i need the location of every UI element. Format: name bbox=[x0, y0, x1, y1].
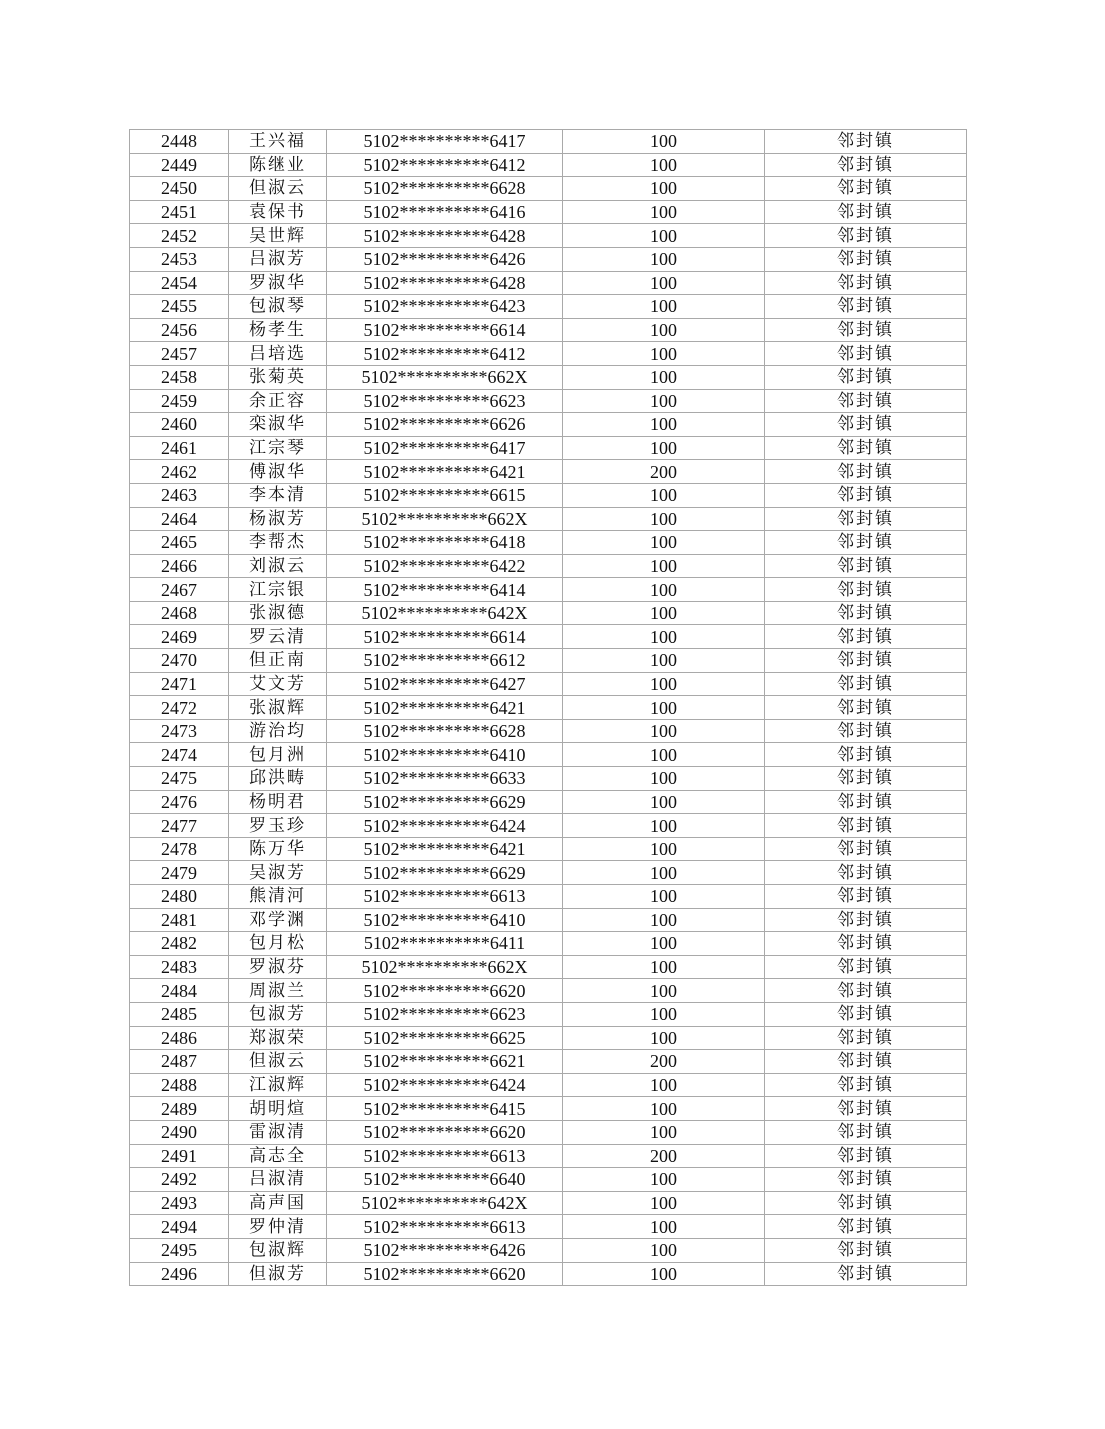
town-cell: 邻封镇 bbox=[765, 1168, 967, 1192]
table-row bbox=[130, 200, 967, 224]
id-number-cell: 5102**********662X bbox=[327, 955, 563, 979]
table-row bbox=[130, 908, 967, 932]
name-cell: 但淑云 bbox=[229, 1050, 327, 1074]
id-number-cell: 5102**********6640 bbox=[327, 1168, 563, 1192]
table-row bbox=[130, 955, 967, 979]
id-number-cell: 5102**********6421 bbox=[327, 460, 563, 484]
amount-cell: 100 bbox=[563, 578, 765, 602]
town-cell: 邻封镇 bbox=[765, 153, 967, 177]
town-cell: 邻封镇 bbox=[765, 531, 967, 555]
town-cell: 邻封镇 bbox=[765, 790, 967, 814]
town-cell: 邻封镇 bbox=[765, 837, 967, 861]
town-cell: 邻封镇 bbox=[765, 507, 967, 531]
serial-number-cell: 2455 bbox=[130, 295, 229, 319]
name-cell: 刘淑云 bbox=[229, 554, 327, 578]
name-cell: 罗云清 bbox=[229, 625, 327, 649]
town-cell: 邻封镇 bbox=[765, 979, 967, 1003]
amount-cell: 100 bbox=[563, 649, 765, 673]
id-number-cell: 5102**********662X bbox=[327, 365, 563, 389]
amount-cell: 100 bbox=[563, 224, 765, 248]
id-number-cell: 5102**********6620 bbox=[327, 1120, 563, 1144]
table-row bbox=[130, 130, 967, 154]
id-number-cell: 5102**********6621 bbox=[327, 1050, 563, 1074]
name-cell: 陈继业 bbox=[229, 153, 327, 177]
amount-cell: 100 bbox=[563, 601, 765, 625]
name-cell: 李本清 bbox=[229, 483, 327, 507]
serial-number-cell: 2490 bbox=[130, 1120, 229, 1144]
amount-cell: 100 bbox=[563, 1073, 765, 1097]
town-cell: 邻封镇 bbox=[765, 1262, 967, 1286]
id-number-cell: 5102**********6623 bbox=[327, 1002, 563, 1026]
table-row bbox=[130, 1002, 967, 1026]
id-number-cell: 5102**********6629 bbox=[327, 861, 563, 885]
serial-number-cell: 2489 bbox=[130, 1097, 229, 1121]
id-number-cell: 5102**********6628 bbox=[327, 719, 563, 743]
id-number-cell: 5102**********6613 bbox=[327, 885, 563, 909]
table-row bbox=[130, 696, 967, 720]
name-cell: 罗淑芬 bbox=[229, 955, 327, 979]
serial-number-cell: 2483 bbox=[130, 955, 229, 979]
id-number-cell: 5102**********6620 bbox=[327, 1262, 563, 1286]
id-number-cell: 5102**********6614 bbox=[327, 625, 563, 649]
amount-cell: 100 bbox=[563, 932, 765, 956]
name-cell: 邱洪畴 bbox=[229, 767, 327, 791]
amount-cell: 100 bbox=[563, 672, 765, 696]
amount-cell: 100 bbox=[563, 719, 765, 743]
amount-cell: 100 bbox=[563, 1262, 765, 1286]
amount-cell: 100 bbox=[563, 554, 765, 578]
amount-cell: 100 bbox=[563, 767, 765, 791]
town-cell: 邻封镇 bbox=[765, 649, 967, 673]
name-cell: 杨孝生 bbox=[229, 318, 327, 342]
name-cell: 包淑辉 bbox=[229, 1238, 327, 1262]
serial-number-cell: 2460 bbox=[130, 413, 229, 437]
table-row bbox=[130, 1073, 967, 1097]
name-cell: 艾文芳 bbox=[229, 672, 327, 696]
serial-number-cell: 2451 bbox=[130, 200, 229, 224]
name-cell: 袁保书 bbox=[229, 200, 327, 224]
table-row bbox=[130, 814, 967, 838]
id-number-cell: 5102**********6423 bbox=[327, 295, 563, 319]
table-row bbox=[130, 271, 967, 295]
town-cell: 邻封镇 bbox=[765, 625, 967, 649]
id-number-cell: 5102**********6613 bbox=[327, 1215, 563, 1239]
id-number-cell: 5102**********6625 bbox=[327, 1026, 563, 1050]
town-cell: 邻封镇 bbox=[765, 1191, 967, 1215]
name-cell: 张菊英 bbox=[229, 365, 327, 389]
serial-number-cell: 2479 bbox=[130, 861, 229, 885]
serial-number-cell: 2457 bbox=[130, 342, 229, 366]
serial-number-cell: 2477 bbox=[130, 814, 229, 838]
name-cell: 高声国 bbox=[229, 1191, 327, 1215]
id-number-cell: 5102**********6626 bbox=[327, 413, 563, 437]
town-cell: 邻封镇 bbox=[765, 908, 967, 932]
table-row bbox=[130, 342, 967, 366]
serial-number-cell: 2493 bbox=[130, 1191, 229, 1215]
serial-number-cell: 2463 bbox=[130, 483, 229, 507]
name-cell: 但淑云 bbox=[229, 177, 327, 201]
serial-number-cell: 2464 bbox=[130, 507, 229, 531]
table-row bbox=[130, 1026, 967, 1050]
town-cell: 邻封镇 bbox=[765, 295, 967, 319]
serial-number-cell: 2488 bbox=[130, 1073, 229, 1097]
id-number-cell: 5102**********6424 bbox=[327, 814, 563, 838]
serial-number-cell: 2459 bbox=[130, 389, 229, 413]
id-number-cell: 5102**********6424 bbox=[327, 1073, 563, 1097]
table-row bbox=[130, 1050, 967, 1074]
table-row bbox=[130, 767, 967, 791]
id-number-cell: 5102**********642X bbox=[327, 601, 563, 625]
id-number-cell: 5102**********662X bbox=[327, 507, 563, 531]
serial-number-cell: 2456 bbox=[130, 318, 229, 342]
name-cell: 李帮杰 bbox=[229, 531, 327, 555]
id-number-cell: 5102**********642X bbox=[327, 1191, 563, 1215]
id-number-cell: 5102**********6620 bbox=[327, 979, 563, 1003]
table-row bbox=[130, 153, 967, 177]
name-cell: 杨淑芳 bbox=[229, 507, 327, 531]
table-row bbox=[130, 649, 967, 673]
name-cell: 邓学渊 bbox=[229, 908, 327, 932]
amount-cell: 100 bbox=[563, 271, 765, 295]
amount-cell: 100 bbox=[563, 861, 765, 885]
name-cell: 杨明君 bbox=[229, 790, 327, 814]
id-number-cell: 5102**********6427 bbox=[327, 672, 563, 696]
table-row bbox=[130, 436, 967, 460]
name-cell: 雷淑清 bbox=[229, 1120, 327, 1144]
id-number-cell: 5102**********6414 bbox=[327, 578, 563, 602]
amount-cell: 100 bbox=[563, 389, 765, 413]
serial-number-cell: 2480 bbox=[130, 885, 229, 909]
id-number-cell: 5102**********6623 bbox=[327, 389, 563, 413]
town-cell: 邻封镇 bbox=[765, 224, 967, 248]
serial-number-cell: 2452 bbox=[130, 224, 229, 248]
table-row bbox=[130, 224, 967, 248]
id-number-cell: 5102**********6613 bbox=[327, 1144, 563, 1168]
name-cell: 吕培选 bbox=[229, 342, 327, 366]
serial-number-cell: 2453 bbox=[130, 247, 229, 271]
table-row bbox=[130, 318, 967, 342]
amount-cell: 100 bbox=[563, 1238, 765, 1262]
town-cell: 邻封镇 bbox=[765, 955, 967, 979]
name-cell: 王兴福 bbox=[229, 130, 327, 154]
id-number-cell: 5102**********6426 bbox=[327, 1238, 563, 1262]
id-number-cell: 5102**********6410 bbox=[327, 908, 563, 932]
table-row bbox=[130, 1144, 967, 1168]
town-cell: 邻封镇 bbox=[765, 885, 967, 909]
table-row bbox=[130, 507, 967, 531]
amount-cell: 100 bbox=[563, 790, 765, 814]
serial-number-cell: 2494 bbox=[130, 1215, 229, 1239]
table-row bbox=[130, 885, 967, 909]
table-row bbox=[130, 1262, 967, 1286]
table-row bbox=[130, 861, 967, 885]
serial-number-cell: 2466 bbox=[130, 554, 229, 578]
town-cell: 邻封镇 bbox=[765, 554, 967, 578]
town-cell: 邻封镇 bbox=[765, 719, 967, 743]
amount-cell: 100 bbox=[563, 130, 765, 154]
serial-number-cell: 2449 bbox=[130, 153, 229, 177]
table-row bbox=[130, 1097, 967, 1121]
serial-number-cell: 2461 bbox=[130, 436, 229, 460]
table-row bbox=[130, 837, 967, 861]
serial-number-cell: 2478 bbox=[130, 837, 229, 861]
table-row bbox=[130, 719, 967, 743]
id-number-cell: 5102**********6628 bbox=[327, 177, 563, 201]
name-cell: 罗玉珍 bbox=[229, 814, 327, 838]
serial-number-cell: 2476 bbox=[130, 790, 229, 814]
name-cell: 栾淑华 bbox=[229, 413, 327, 437]
name-cell: 胡明煊 bbox=[229, 1097, 327, 1121]
town-cell: 邻封镇 bbox=[765, 436, 967, 460]
serial-number-cell: 2467 bbox=[130, 578, 229, 602]
table-row bbox=[130, 932, 967, 956]
amount-cell: 100 bbox=[563, 436, 765, 460]
serial-number-cell: 2458 bbox=[130, 365, 229, 389]
id-number-cell: 5102**********6428 bbox=[327, 224, 563, 248]
serial-number-cell: 2448 bbox=[130, 130, 229, 154]
id-number-cell: 5102**********6412 bbox=[327, 342, 563, 366]
amount-cell: 100 bbox=[563, 908, 765, 932]
table-row bbox=[130, 1168, 967, 1192]
id-number-cell: 5102**********6417 bbox=[327, 436, 563, 460]
id-number-cell: 5102**********6416 bbox=[327, 200, 563, 224]
amount-cell: 100 bbox=[563, 365, 765, 389]
town-cell: 邻封镇 bbox=[765, 932, 967, 956]
town-cell: 邻封镇 bbox=[765, 1097, 967, 1121]
serial-number-cell: 2491 bbox=[130, 1144, 229, 1168]
town-cell: 邻封镇 bbox=[765, 1002, 967, 1026]
name-cell: 江宗琴 bbox=[229, 436, 327, 460]
serial-number-cell: 2469 bbox=[130, 625, 229, 649]
town-cell: 邻封镇 bbox=[765, 271, 967, 295]
table-row bbox=[130, 389, 967, 413]
table-row bbox=[130, 483, 967, 507]
amount-cell: 100 bbox=[563, 295, 765, 319]
serial-number-cell: 2496 bbox=[130, 1262, 229, 1286]
table-row bbox=[130, 979, 967, 1003]
table-row bbox=[130, 672, 967, 696]
town-cell: 邻封镇 bbox=[765, 1238, 967, 1262]
serial-number-cell: 2465 bbox=[130, 531, 229, 555]
town-cell: 邻封镇 bbox=[765, 483, 967, 507]
serial-number-cell: 2470 bbox=[130, 649, 229, 673]
amount-cell: 100 bbox=[563, 625, 765, 649]
amount-cell: 100 bbox=[563, 531, 765, 555]
amount-cell: 100 bbox=[563, 837, 765, 861]
town-cell: 邻封镇 bbox=[765, 861, 967, 885]
serial-number-cell: 2475 bbox=[130, 767, 229, 791]
town-cell: 邻封镇 bbox=[765, 130, 967, 154]
serial-number-cell: 2482 bbox=[130, 932, 229, 956]
name-cell: 江淑辉 bbox=[229, 1073, 327, 1097]
name-cell: 余正容 bbox=[229, 389, 327, 413]
roster-table-body bbox=[130, 130, 967, 1286]
amount-cell: 100 bbox=[563, 814, 765, 838]
name-cell: 吕淑芳 bbox=[229, 247, 327, 271]
serial-number-cell: 2484 bbox=[130, 979, 229, 1003]
name-cell: 吴淑芳 bbox=[229, 861, 327, 885]
town-cell: 邻封镇 bbox=[765, 342, 967, 366]
amount-cell: 100 bbox=[563, 247, 765, 271]
serial-number-cell: 2471 bbox=[130, 672, 229, 696]
serial-number-cell: 2486 bbox=[130, 1026, 229, 1050]
serial-number-cell: 2473 bbox=[130, 719, 229, 743]
town-cell: 邻封镇 bbox=[765, 814, 967, 838]
id-number-cell: 5102**********6428 bbox=[327, 271, 563, 295]
name-cell: 熊清河 bbox=[229, 885, 327, 909]
id-number-cell: 5102**********6615 bbox=[327, 483, 563, 507]
table-row bbox=[130, 601, 967, 625]
town-cell: 邻封镇 bbox=[765, 1026, 967, 1050]
amount-cell: 100 bbox=[563, 318, 765, 342]
id-number-cell: 5102**********6633 bbox=[327, 767, 563, 791]
town-cell: 邻封镇 bbox=[765, 389, 967, 413]
serial-number-cell: 2492 bbox=[130, 1168, 229, 1192]
table-row bbox=[130, 531, 967, 555]
name-cell: 傅淑华 bbox=[229, 460, 327, 484]
name-cell: 江宗银 bbox=[229, 578, 327, 602]
amount-cell: 100 bbox=[563, 177, 765, 201]
amount-cell: 100 bbox=[563, 743, 765, 767]
amount-cell: 100 bbox=[563, 483, 765, 507]
name-cell: 张淑辉 bbox=[229, 696, 327, 720]
table-row bbox=[130, 1120, 967, 1144]
table-row bbox=[130, 578, 967, 602]
table-row bbox=[130, 743, 967, 767]
town-cell: 邻封镇 bbox=[765, 696, 967, 720]
amount-cell: 100 bbox=[563, 955, 765, 979]
town-cell: 邻封镇 bbox=[765, 1073, 967, 1097]
amount-cell: 100 bbox=[563, 342, 765, 366]
serial-number-cell: 2485 bbox=[130, 1002, 229, 1026]
name-cell: 吴世辉 bbox=[229, 224, 327, 248]
amount-cell: 100 bbox=[563, 1191, 765, 1215]
name-cell: 陈万华 bbox=[229, 837, 327, 861]
amount-cell: 100 bbox=[563, 696, 765, 720]
table-row bbox=[130, 1238, 967, 1262]
name-cell: 周淑兰 bbox=[229, 979, 327, 1003]
id-number-cell: 5102**********6417 bbox=[327, 130, 563, 154]
serial-number-cell: 2474 bbox=[130, 743, 229, 767]
town-cell: 邻封镇 bbox=[765, 1215, 967, 1239]
id-number-cell: 5102**********6612 bbox=[327, 649, 563, 673]
id-number-cell: 5102**********6421 bbox=[327, 837, 563, 861]
town-cell: 邻封镇 bbox=[765, 247, 967, 271]
table-row bbox=[130, 625, 967, 649]
id-number-cell: 5102**********6614 bbox=[327, 318, 563, 342]
table-row bbox=[130, 295, 967, 319]
serial-number-cell: 2454 bbox=[130, 271, 229, 295]
table-row bbox=[130, 460, 967, 484]
amount-cell: 200 bbox=[563, 1050, 765, 1074]
town-cell: 邻封镇 bbox=[765, 1144, 967, 1168]
table-row bbox=[130, 790, 967, 814]
name-cell: 但正南 bbox=[229, 649, 327, 673]
name-cell: 包淑芳 bbox=[229, 1002, 327, 1026]
name-cell: 高志全 bbox=[229, 1144, 327, 1168]
serial-number-cell: 2450 bbox=[130, 177, 229, 201]
town-cell: 邻封镇 bbox=[765, 365, 967, 389]
town-cell: 邻封镇 bbox=[765, 743, 967, 767]
amount-cell: 100 bbox=[563, 413, 765, 437]
amount-cell: 100 bbox=[563, 1097, 765, 1121]
name-cell: 张淑德 bbox=[229, 601, 327, 625]
serial-number-cell: 2481 bbox=[130, 908, 229, 932]
name-cell: 游治均 bbox=[229, 719, 327, 743]
serial-number-cell: 2487 bbox=[130, 1050, 229, 1074]
amount-cell: 100 bbox=[563, 507, 765, 531]
id-number-cell: 5102**********6418 bbox=[327, 531, 563, 555]
name-cell: 包月洲 bbox=[229, 743, 327, 767]
town-cell: 邻封镇 bbox=[765, 1120, 967, 1144]
table-row bbox=[130, 1215, 967, 1239]
id-number-cell: 5102**********6415 bbox=[327, 1097, 563, 1121]
town-cell: 邻封镇 bbox=[765, 318, 967, 342]
amount-cell: 200 bbox=[563, 460, 765, 484]
serial-number-cell: 2495 bbox=[130, 1238, 229, 1262]
table-row bbox=[130, 365, 967, 389]
name-cell: 但淑芳 bbox=[229, 1262, 327, 1286]
id-number-cell: 5102**********6411 bbox=[327, 932, 563, 956]
name-cell: 罗仲清 bbox=[229, 1215, 327, 1239]
id-number-cell: 5102**********6412 bbox=[327, 153, 563, 177]
id-number-cell: 5102**********6422 bbox=[327, 554, 563, 578]
table-row bbox=[130, 554, 967, 578]
name-cell: 包淑琴 bbox=[229, 295, 327, 319]
id-number-cell: 5102**********6410 bbox=[327, 743, 563, 767]
name-cell: 郑淑荣 bbox=[229, 1026, 327, 1050]
amount-cell: 100 bbox=[563, 1002, 765, 1026]
amount-cell: 100 bbox=[563, 153, 765, 177]
id-number-cell: 5102**********6629 bbox=[327, 790, 563, 814]
serial-number-cell: 2462 bbox=[130, 460, 229, 484]
amount-cell: 100 bbox=[563, 1026, 765, 1050]
town-cell: 邻封镇 bbox=[765, 200, 967, 224]
amount-cell: 100 bbox=[563, 1215, 765, 1239]
town-cell: 邻封镇 bbox=[765, 578, 967, 602]
serial-number-cell: 2468 bbox=[130, 601, 229, 625]
amount-cell: 100 bbox=[563, 1168, 765, 1192]
town-cell: 邻封镇 bbox=[765, 672, 967, 696]
name-cell: 包月松 bbox=[229, 932, 327, 956]
town-cell: 邻封镇 bbox=[765, 601, 967, 625]
amount-cell: 100 bbox=[563, 885, 765, 909]
name-cell: 吕淑清 bbox=[229, 1168, 327, 1192]
town-cell: 邻封镇 bbox=[765, 460, 967, 484]
serial-number-cell: 2472 bbox=[130, 696, 229, 720]
town-cell: 邻封镇 bbox=[765, 1050, 967, 1074]
town-cell: 邻封镇 bbox=[765, 177, 967, 201]
id-number-cell: 5102**********6426 bbox=[327, 247, 563, 271]
amount-cell: 100 bbox=[563, 979, 765, 1003]
table-row bbox=[130, 1191, 967, 1215]
id-number-cell: 5102**********6421 bbox=[327, 696, 563, 720]
table-row bbox=[130, 247, 967, 271]
amount-cell: 200 bbox=[563, 1144, 765, 1168]
amount-cell: 100 bbox=[563, 200, 765, 224]
name-cell: 罗淑华 bbox=[229, 271, 327, 295]
subsidy-roster-table bbox=[129, 129, 967, 1286]
town-cell: 邻封镇 bbox=[765, 413, 967, 437]
amount-cell: 100 bbox=[563, 1120, 765, 1144]
table-row bbox=[130, 413, 967, 437]
town-cell: 邻封镇 bbox=[765, 767, 967, 791]
table-row bbox=[130, 177, 967, 201]
